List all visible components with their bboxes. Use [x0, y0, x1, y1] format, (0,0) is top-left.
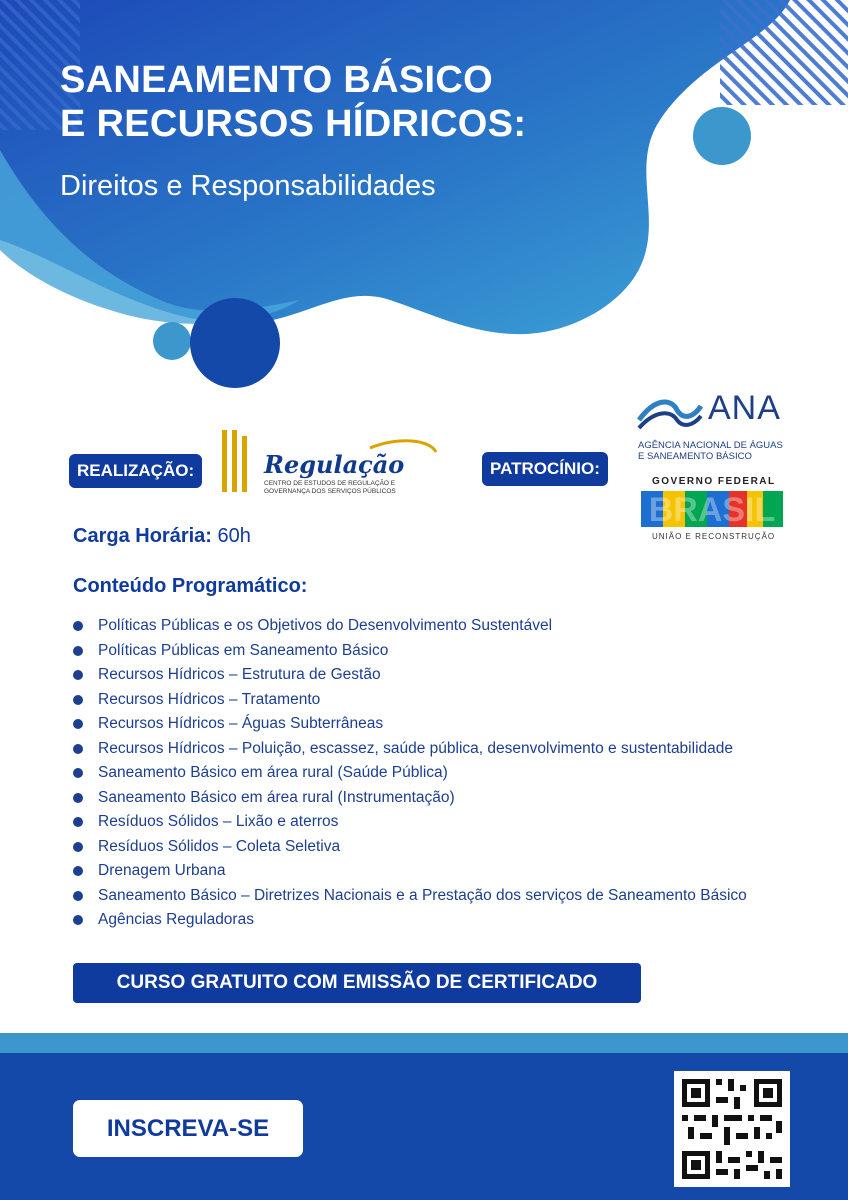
ana-subtitle: [638, 440, 783, 462]
bullet-icon: [73, 670, 83, 680]
list-item: [73, 737, 747, 762]
bullet-icon: [73, 891, 83, 901]
list-item: [73, 639, 747, 664]
bullet-icon: [73, 695, 83, 705]
footer-accent-band: [0, 1033, 848, 1053]
stripe-pattern-top-right: [720, 0, 848, 105]
topic-text: Políticas Públicas e os Objetivos do Desenvolvimento Sustentável: [98, 617, 553, 635]
page-title: [60, 58, 526, 146]
topic-text: Recursos Hídricos – Poluição, escassez, saúde pública, desenvolvimento e sustentabilidade: [98, 739, 733, 757]
carga-value: 60h: [217, 525, 251, 547]
list-item: [73, 663, 747, 688]
bullet-icon: [73, 915, 83, 925]
bullet-icon: [73, 646, 83, 656]
carga-label: Carga Horária:: [73, 525, 212, 547]
list-item: [73, 908, 747, 933]
list-item: [73, 761, 747, 786]
regulacao-sub-line-1: CENTRO DE ESTUDOS DE REGULAÇÃO E: [264, 480, 396, 487]
inscreva-se-button[interactable]: INSCREVA-SE: [73, 1100, 303, 1157]
topic-text: Recursos Hídricos – Estrutura de Gestão: [98, 666, 381, 684]
list-item: [73, 835, 747, 860]
free-course-banner: CURSO GRATUITO COM EMISSÃO DE CERTIFICADO: [73, 963, 641, 1003]
circle-decoration: [153, 322, 191, 360]
bullet-icon: [73, 768, 83, 778]
gov-federal-title: GOVERNO FEDERAL: [652, 476, 776, 487]
regulacao-logo: [220, 428, 450, 498]
topic-text: Agências Reguladoras: [98, 911, 254, 929]
bullet-icon: [73, 817, 83, 827]
list-item: [73, 614, 747, 639]
brasil-logo-text: BRASIL: [648, 491, 776, 527]
topic-text: Saneamento Básico em área rural (Saúde Pública): [98, 764, 448, 782]
topic-text: Recursos Hídricos – Tratamento: [98, 690, 321, 708]
ana-name: ANA: [708, 389, 781, 427]
patrocinio-badge: PATROCÍNIO:: [482, 452, 608, 486]
circle-decoration: [693, 107, 751, 165]
bullet-icon: [73, 842, 83, 852]
topic-text: Saneamento Básico – Diretrizes Nacionais e a Prestação dos serviços de Saneamento Básico: [98, 886, 747, 904]
topic-text: Drenagem Urbana: [98, 862, 226, 880]
list-item: [73, 884, 747, 909]
list-item: [73, 810, 747, 835]
topic-text: Saneamento Básico em área rural (Instrumentação): [98, 788, 455, 806]
list-item: [73, 712, 747, 737]
qr-code-icon[interactable]: [674, 1071, 790, 1187]
ana-sub-line-2: E SANEAMENTO BÁSICO: [638, 451, 752, 462]
gov-federal-subtitle: UNIÃO E RECONSTRUÇÃO: [652, 532, 776, 541]
regulacao-name: Regulação: [264, 450, 405, 479]
bullet-icon: [73, 621, 83, 631]
topic-text: Resíduos Sólidos – Coleta Seletiva: [98, 837, 341, 855]
bullet-icon: [73, 866, 83, 876]
bullet-icon: [73, 719, 83, 729]
regulacao-sub-line-2: GOVERNANÇA DOS SERVIÇOS PÚBLICOS: [264, 488, 396, 495]
brasil-logo: [641, 491, 783, 527]
topic-text: Resíduos Sólidos – Lixão e aterros: [98, 813, 339, 831]
list-item: [73, 688, 747, 713]
ana-sub-line-1: AGÊNCIA NACIONAL DE ÁGUAS: [638, 440, 783, 451]
list-item: [73, 786, 747, 811]
realizacao-badge: REALIZAÇÃO:: [69, 454, 202, 488]
topic-list: [73, 614, 747, 933]
circle-decoration: [190, 298, 280, 388]
page-subtitle: Direitos e Responsabilidades: [60, 170, 436, 202]
topic-text: Recursos Hídricos – Águas Subterrâneas: [98, 715, 384, 733]
bullet-icon: [73, 744, 83, 754]
carga-horaria: [73, 525, 251, 548]
ana-wave-icon: [637, 392, 703, 432]
conteudo-heading: Conteúdo Programático:: [73, 575, 308, 597]
bullet-icon: [73, 793, 83, 803]
topic-text: Políticas Públicas em Saneamento Básico: [98, 641, 389, 659]
list-item: [73, 859, 747, 884]
title-line-1: SANEAMENTO BÁSICO: [60, 59, 493, 101]
regulacao-subtitle: [264, 480, 396, 496]
title-line-2: E RECURSOS HÍDRICOS:: [60, 103, 527, 145]
